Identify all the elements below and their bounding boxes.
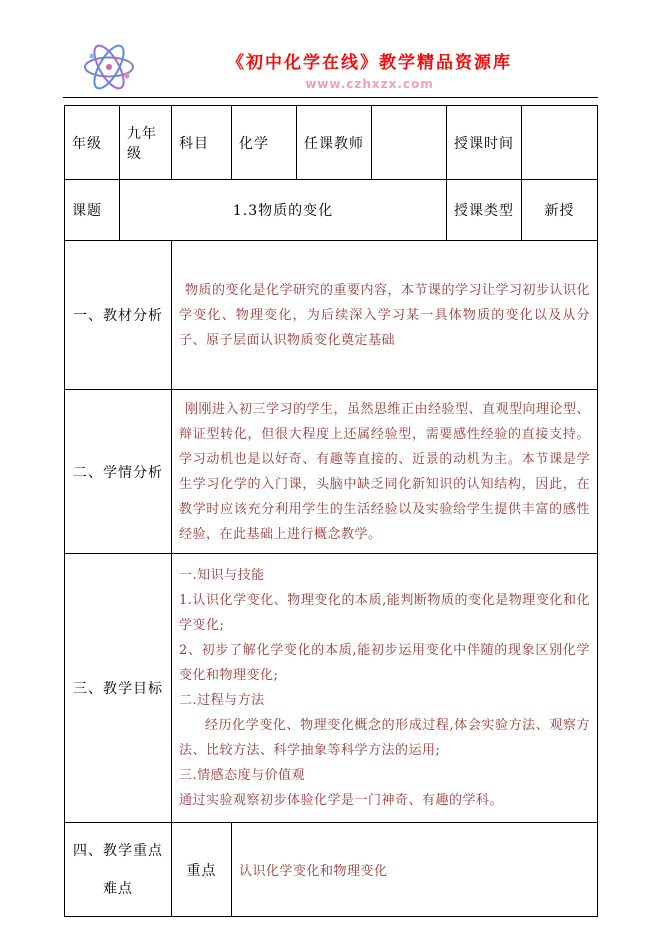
keypoints-sub-label: 重点 (172, 823, 232, 917)
info-row-2 (65, 180, 598, 241)
type-value: 新授 (522, 180, 598, 241)
teacher-label: 任课教师 (297, 106, 372, 180)
topic-label: 课题 (65, 180, 120, 241)
section-row-teaching-objectives (65, 554, 598, 823)
material-analysis-cell (172, 241, 598, 390)
topic-value: 1.3物质的变化 (120, 180, 447, 241)
section-row-keypoints (65, 823, 598, 917)
atom-logo-icon (81, 42, 137, 92)
material-analysis-content: 物质的变化是化学研究的重要内容，本节课的学习让学习初步认识化学变化、物理变化，为后续深入学习某一具体物质的变化以及从分子、原子层面认识物质变化奠定基础 (179, 282, 591, 348)
header-text (141, 48, 598, 91)
section-row-student-analysis (65, 390, 598, 554)
section-row-material-analysis (65, 241, 598, 390)
teaching-objectives-label: 三、教学目标 (65, 554, 172, 823)
objective-line: 2、初步了解化学变化的本质,能初步运用变化中伴随的现象区别化学变化和物理变化; (179, 643, 590, 683)
subject-value: 化学 (232, 106, 297, 180)
grade-label: 年级 (65, 106, 120, 180)
objective-line: 一.知识与技能 (179, 568, 265, 583)
material-analysis-label: 一、教材分析 (65, 241, 172, 390)
keypoints-content-cell (232, 823, 598, 917)
objective-line: 二.过程与方法 (179, 693, 265, 708)
objective-line: 通过实验观察初步体验化学是一门神奇、有趣的学科。 (179, 793, 504, 808)
student-analysis-cell (172, 390, 598, 554)
teacher-value (372, 106, 447, 180)
info-row-1 (65, 106, 598, 180)
objective-line: 经历化学变化、物理变化概念的形成过程,体会实验方法、观察方法、比较方法、科学抽象等科学方法的运用; (179, 718, 590, 758)
student-analysis-label: 二、学情分析 (65, 390, 172, 554)
grade-value: 九年级 (120, 106, 172, 180)
subject-label: 科目 (172, 106, 232, 180)
student-analysis-content: 刚刚进入初三学习的学生，虽然思维正由经验型、直观型向理论型、辩证型转化，但很大程度上还属经验型，需要感性经验的直接支持。学习动机也是以好奇、有趣等直接的、近景的动机为主。本节课是学生学习化学的入门课，头脑中缺乏同化新知识的认知结构，因此，在教学时应该充分利用学生的生活经验以及实验给学生提供丰富的感性经验，在此基础上进行概念教学。 (179, 401, 591, 542)
objective-line: 1.认识化学变化、物理变化的本质,能判断物质的变化是物理变化和化学变化; (179, 593, 590, 633)
keypoints-content: 认识化学变化和物理变化 (239, 864, 388, 879)
time-label: 授课时间 (447, 106, 522, 180)
page-header (63, 40, 598, 98)
site-title: 《初中化学在线》教学精品资源库 (227, 53, 512, 73)
teaching-objectives-cell (172, 554, 598, 823)
objective-line: 三.情感态度与价值观 (179, 768, 306, 783)
keypoints-label: 四、教学重点难点 (65, 823, 172, 917)
site-url: www.czhxzx.com (305, 77, 434, 91)
lesson-plan-table (64, 105, 598, 917)
type-label: 授课类型 (447, 180, 522, 241)
time-value (522, 106, 598, 180)
